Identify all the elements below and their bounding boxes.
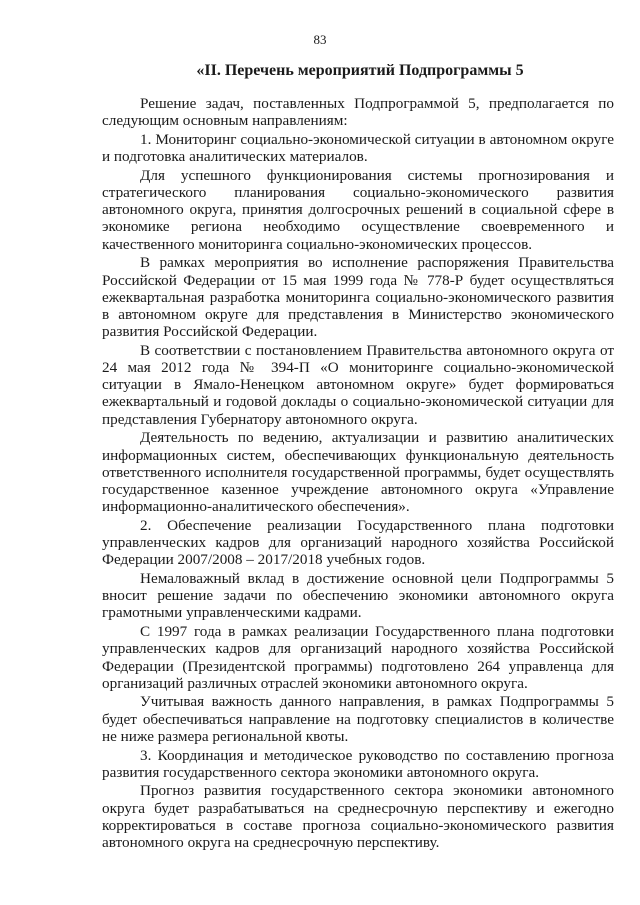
paragraph-item-3: 3. Координация и методическое руководство по составлению прогноза развития государственного сектора экономики автономного округа. [102, 746, 614, 781]
paragraph: Прогноз развития государственного сектора экономики автономного округа будет разрабатываться на среднесрочную перспективу и ежегодно корректироваться в составе прогноза социально-экономического развития автономного округа на среднесрочную перспективу. [102, 782, 614, 852]
paragraph: В соответствии с постановлением Правительства автономного округа от 24 мая 2012 года № 394-П «О мониторинге социально-экономической ситуации в Ямало-Ненецком автономном округе» будет формироваться ежеквартальный и годовой доклады о социально-экономической ситуации для представления Губернатору автономного округа. [102, 341, 614, 428]
paragraph: В рамках мероприятия во исполнение распоряжения Правительства Российской Федерации от 15 мая 1999 года № 778-Р будет осуществляться ежеквартальная разработка мониторинга социально-экономического развития в автономном округе для представления в Министерство экономического развития Российской Федерации. [102, 254, 614, 341]
section-heading: «II. Перечень мероприятий Подпрограммы 5 [196, 62, 524, 79]
paragraph: Деятельность по ведению, актуализации и развитию аналитических информационных систем, обеспечивающих функциональную деятельность ответственного исполнителя государственной программы, будет осуществлять государственное казенное учреждение автономного округа «Управление информационно-аналитического обеспечения». [102, 429, 614, 516]
document-body [102, 95, 614, 853]
paragraph: С 1997 года в рамках реализации Государственного плана подготовки управленческих кадров для организаций народного хозяйства Российской Федерации (Президентской программы) подготовлено 264 управленца для организаций различных отраслей экономики автономного округа. [102, 623, 614, 692]
paragraph: Учитывая важность данного направления, в рамках Подпрограммы 5 будет обеспечиваться направление на подготовку специалистов в количестве не ниже размера региональной квоты. [102, 693, 614, 745]
paragraph-intro: Решение задач, поставленных Подпрограммой 5, предполагается по следующим основным направлениям: [102, 95, 614, 130]
paragraph: Для успешного функционирования системы прогнозирования и стратегического планирования социально-экономического развития автономного округа, принятия долгосрочных решений в социальной сфере в экономике региона необходимо осуществление своевременного и качественного мониторинга социально-экономических процессов. [102, 166, 614, 253]
paragraph: Немаловажный вклад в достижение основной цели Подпрограммы 5 вносит решение задачи по обеспечению экономики автономного округа грамотными управленческими кадрами. [102, 569, 614, 622]
page-number: 83 [313, 32, 327, 47]
paragraph-item-1: 1. Мониторинг социально-экономической ситуации в автономном округе и подготовка аналитических материалов. [102, 130, 614, 166]
paragraph-item-2: 2. Обеспечение реализации Государственного плана подготовки управленческих кадров для организаций народного хозяйства Российской Федерации 2007/2008 – 2017/2018 учебных годов. [102, 516, 614, 569]
